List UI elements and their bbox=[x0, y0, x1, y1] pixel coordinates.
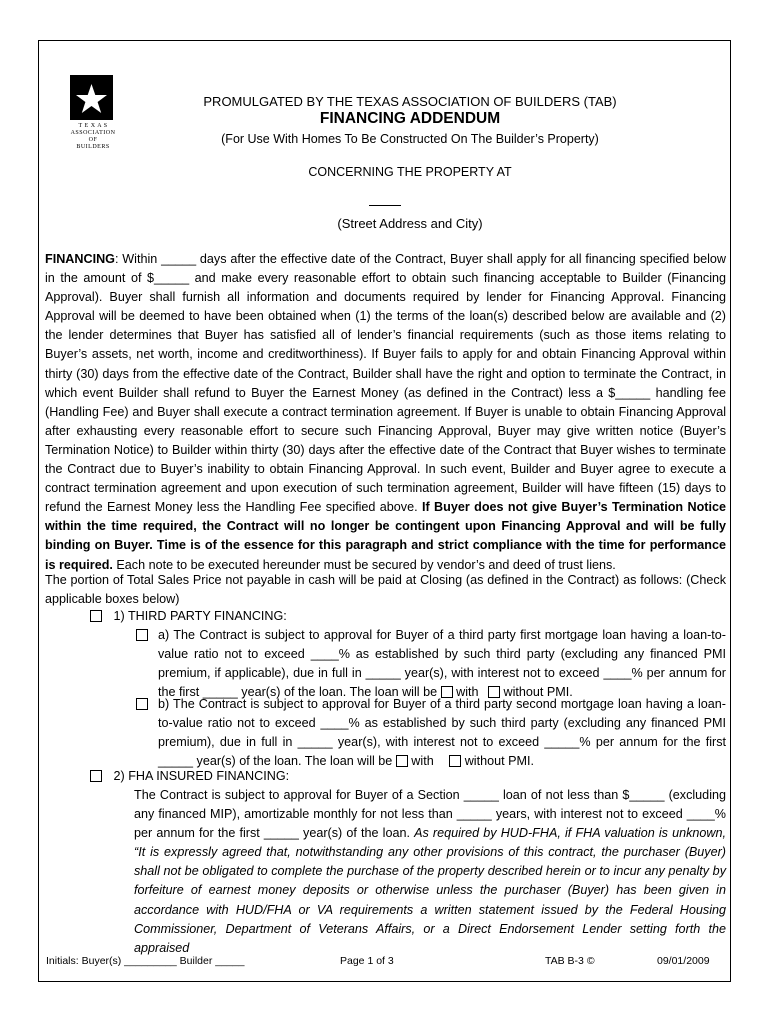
address-caption: (Street Address and City) bbox=[337, 216, 483, 231]
fha-italic-text: As required by HUD-FHA, if FHA valuation is unknown, “It is expressly agreed that, notwithstanding any other provisions of this contract, the purchaser (Buyer) shall not be obligated to complete the purchase of the property described herein or to incur any penalty by forfeiture of earnest money deposits or otherwise unless the purchaser (Buyer) has been given in accordance with HUD/FHA or VA requirements a written statement issued by the Federal Housing Commissioner, Department of Veterans Affairs, or a Direct Endorsement Lender setting forth the appraised bbox=[134, 826, 726, 955]
with-label-a: with bbox=[456, 685, 479, 700]
financing-paragraph bbox=[45, 250, 726, 575]
second-mortgage-body: b) The Contract is subject to approval for Buyer of a third party second mortgage loan having a loan-to-value ratio not to exceed ____% as established by such third party (excluding any financed PMI premium), due in full in _____ year(s), with interest not to exceed _____% per annum for the first _____ year(s) of the loan. The loan will be bbox=[158, 697, 726, 769]
fha-label: 2) FHA INSURED FINANCING: bbox=[113, 769, 290, 783]
initials-line: Initials: Buyer(s) _________ Builder _____ bbox=[46, 955, 245, 967]
fha-financing-row bbox=[90, 767, 289, 786]
form-date: 09/01/2009 bbox=[657, 955, 710, 967]
financing-text-2: Each note to be executed hereunder must be secured by vendor’s and deed of trust liens. bbox=[112, 557, 616, 572]
financing-text-1: : Within _____ days after the effective date of the Contract, Buyer shall apply for all financing specified below in the amount of $_____ and make every reasonable effort to obtain such financing acceptable to Builder (Financing Approval). Buyer shall furnish all information and documents required by lender for Financing Approval. Financing Approval will be deemed to have been obtained when (1) the terms of the loan(s) described below are available and (2) the lender determines that Buyer has satisfied all of lender’s financial requirements (such as those items relating to Buyer’s assets, net worth, income and creditworthiness). If Buyer fails to apply for and obtain Financing Approval within thirty (30) days from the effective date of the Contract, Builder shall have the right and option to terminate the Contract, in which event Builder shall refund to Buyer the Earnest Money (as defined in the Contract) less a $_____ handling fee (Handling Fee) and Buyer shall execute a contract termination agreement. If Buyer is unable to obtain Financing Approval after exhausting every reasonable effort to secure such Financing Approval, Buyer may give written notice (Buyer’s Termination Notice) to Builder within thirty (30) days after the effective date of the Contract that Buyer wishes to terminate the Contract due to Buyer’s inability to obtain Financing Approval. In such event, Builder and Buyer agree to execute a contract termination agreement and upon execution of such termination agreement, Builder will have fifteen (15) days to refund the Earnest Money less the Handling Fee specified above. bbox=[45, 252, 726, 515]
fha-text bbox=[134, 786, 726, 958]
without-pmi-checkbox-b[interactable] bbox=[449, 755, 461, 767]
third-party-financing-row bbox=[90, 607, 287, 626]
without-pmi-label-a: without PMI. bbox=[503, 685, 573, 700]
tab-logo bbox=[70, 75, 116, 151]
first-mortgage-body: a) The Contract is subject to approval for Buyer of a third party first mortgage loan having a loan-to-value ratio not to exceed ____% as established by such third party (excluding any financed PMI premium, if applicable), due in full in _____ year(s), with interest not to exceed ____% per annum for the first _____ year(s) of the loan. The loan will be bbox=[158, 628, 726, 700]
without-pmi-label-b: without PMI. bbox=[464, 754, 534, 769]
third-party-label: 1) THIRD PARTY FINANCING: bbox=[113, 609, 287, 623]
fha-body: The Contract is subject to approval for Buyer of a Section _____ loan of not less than $_____ (excluding any financed MIP), amortizable monthly for not less than _____ years, with interest not to exceed ____% per annum for the first _____ year(s) of the loan. bbox=[134, 788, 726, 841]
subtitle: (For Use With Homes To Be Constructed On The Builder’s Property) bbox=[221, 132, 599, 146]
financing-label: FINANCING bbox=[45, 252, 115, 266]
concerning-label: CONCERNING THE PROPERTY AT bbox=[308, 165, 512, 179]
fha-checkbox[interactable] bbox=[90, 770, 102, 782]
star-icon bbox=[70, 75, 113, 120]
page-title: FINANCING ADDENDUM bbox=[319, 110, 501, 127]
first-mortgage-checkbox[interactable] bbox=[136, 629, 148, 641]
third-party-checkbox[interactable] bbox=[90, 610, 102, 622]
second-mortgage-checkbox[interactable] bbox=[136, 698, 148, 710]
promulgated-line: PROMULGATED BY THE TEXAS ASSOCIATION OF BUILDERS (TAB) bbox=[203, 94, 617, 109]
first-mortgage-text bbox=[158, 626, 726, 702]
portion-paragraph: The portion of Total Sales Price not payable in cash will be paid at Closing (as defined in the Contract) as follows: (Check applicable boxes below) bbox=[45, 573, 726, 607]
with-pmi-checkbox-b[interactable] bbox=[396, 755, 408, 767]
form-number: TAB B-3 © bbox=[545, 955, 595, 967]
page-number: Page 1 of 3 bbox=[340, 955, 394, 967]
financing-bold-text: If Buyer does not give Buyer’s Termination Notice within the time required, the Contract will no longer be contingent upon Financing Approval and will be fully binding on Buyer. Time is of the essence for this paragraph and strict compliance with the time for performance is required. bbox=[45, 500, 726, 572]
logo-line: BUILDERS bbox=[76, 144, 110, 150]
logo-line: T E X A S bbox=[78, 123, 108, 129]
logo-line: ASSOCIATION bbox=[70, 130, 116, 136]
second-mortgage-text bbox=[158, 695, 726, 771]
address-input-line[interactable] bbox=[369, 205, 401, 206]
with-label-b: with bbox=[411, 754, 434, 769]
logo-line: OF bbox=[88, 137, 98, 143]
